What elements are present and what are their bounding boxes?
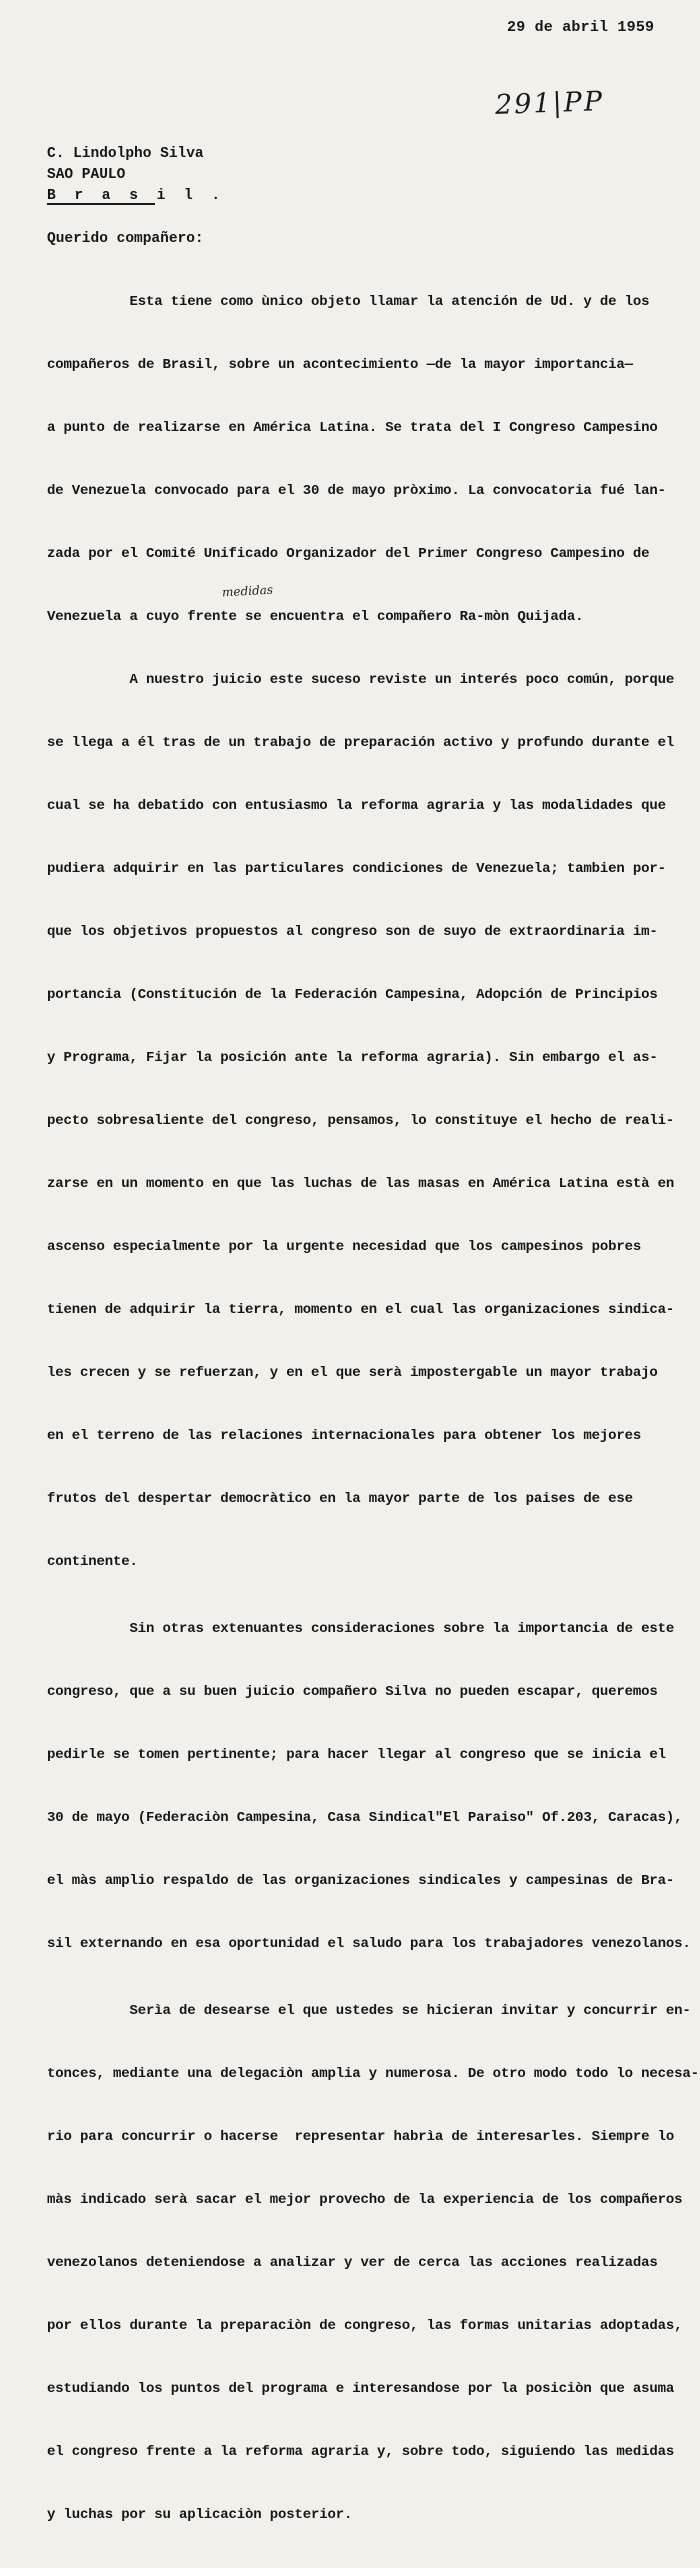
handwritten-margin-note: medidas [221, 582, 274, 600]
body-line: tienen de adquirir la tierra, momento en el cual las organizaciones sindica- [47, 1302, 675, 1318]
body-line: que los objetivos propuestos al congreso son de suyo de extraordinaria im- [47, 924, 658, 940]
body-line: zarse en un momento en que las luchas de las masas en América Latina està en [47, 1176, 675, 1192]
body-line: estudiando los puntos del programa e interesandose por la posiciòn que asuma [47, 2381, 675, 2397]
body-line: congreso, que a su buen juicio compañero Silva no pueden escapar, queremos [47, 1684, 658, 1700]
letter-body [47, 250, 699, 2568]
body-line: pedirle se tomen pertinente; para hacer llegar al congreso que se inicia el [47, 1747, 666, 1763]
recipient-city: SAO PAULO [47, 167, 126, 183]
body-line: A nuestro juicio este suceso reviste un interés poco común, porque [47, 672, 675, 688]
body-line: y Programa, Fijar la posición ante la reforma agraria). Sin embargo el as- [47, 1050, 658, 1066]
body-line: portancia (Constitución de la Federación Campesina, Adopción de Principios [47, 987, 658, 1003]
greeting: Querido compañero: [47, 231, 204, 247]
recipient-country: B r a s i l . [47, 188, 226, 204]
body-line: pudiera adquirir en las particulares condiciones de Venezuela; tambien por- [47, 861, 666, 877]
recipient-block [47, 144, 225, 207]
handwritten-reference: 291|PP [494, 86, 605, 121]
body-line: el màs amplio respaldo de las organizaciones sindicales y campesinas de Bra- [47, 1873, 675, 1889]
letter-date: 29 de abril 1959 [507, 19, 655, 36]
body-line: continente. [47, 1554, 138, 1570]
body-line: pecto sobresaliente del congreso, pensamos, lo constituye el hecho de reali- [47, 1113, 675, 1129]
body-line: màs indicado serà sacar el mejor provecho de la experiencia de los compañeros [47, 2192, 683, 2208]
body-line: a punto de realizarse en América Latina. Se trata del I Congreso Campesino [47, 420, 658, 436]
body-line: de Venezuela convocado para el 30 de mayo pròximo. La convocatoria fué lan- [47, 483, 666, 499]
recipient-underline [47, 203, 155, 205]
recipient-name: C. Lindolpho Silva [47, 146, 204, 162]
body-line: en el terreno de las relaciones internacionales para obtener los mejores [47, 1428, 642, 1444]
body-line: por ellos durante la preparaciòn de congreso, las formas unitarias adoptadas, [47, 2318, 683, 2334]
body-line: Sin otras extenuantes consideraciones sobre la importancia de este [47, 1621, 675, 1637]
body-line: 30 de mayo (Federaciòn Campesina, Casa Sindical"El Paraiso" Of.203, Caracas), [47, 1810, 683, 1826]
body-line: cual se ha debatido con entusiasmo la reforma agraria y las modalidades que [47, 798, 666, 814]
body-line: el congreso frente a la reforma agraria y, sobre todo, siguiendo las medidas [47, 2444, 675, 2460]
body-line: les crecen y se refuerzan, y en el que serà impostergable un mayor trabajo [47, 1365, 658, 1381]
body-line: sil externando en esa oportunidad el saludo para los trabajadores venezolanos. [47, 1936, 691, 1952]
body-line: Esta tiene como ùnico objeto llamar la atención de Ud. y de los [47, 294, 650, 310]
body-line: zada por el Comité Unificado Organizador del Primer Congreso Campesino de [47, 546, 650, 562]
body-line: ascenso especialmente por la urgente necesidad que los campesinos pobres [47, 1239, 642, 1255]
body-line: Venezuela a cuyo frente se encuentra el compañero Ra-mòn Quijada. [47, 609, 584, 625]
body-line: Serìa de desearse el que ustedes se hicieran invitar y concurrir en- [47, 2003, 691, 2019]
body-line: compañeros de Brasil, sobre un acontecimiento —de la mayor importancia— [47, 357, 633, 373]
body-line: se llega a él tras de un trabajo de preparación activo y profundo durante el [47, 735, 675, 751]
body-line: rio para concurrir o hacerse representar habrìa de interesarles. Siempre lo [47, 2129, 675, 2145]
body-line: frutos del despertar democràtico en la mayor parte de los paises de ese [47, 1491, 633, 1507]
body-line: venezolanos deteniendose a analizar y ver de cerca las acciones realizadas [47, 2255, 658, 2271]
body-line: y luchas por su aplicaciòn posterior. [47, 2507, 353, 2523]
body-line: tonces, mediante una delegaciòn amplia y numerosa. De otro modo todo lo necesa- [47, 2066, 699, 2082]
